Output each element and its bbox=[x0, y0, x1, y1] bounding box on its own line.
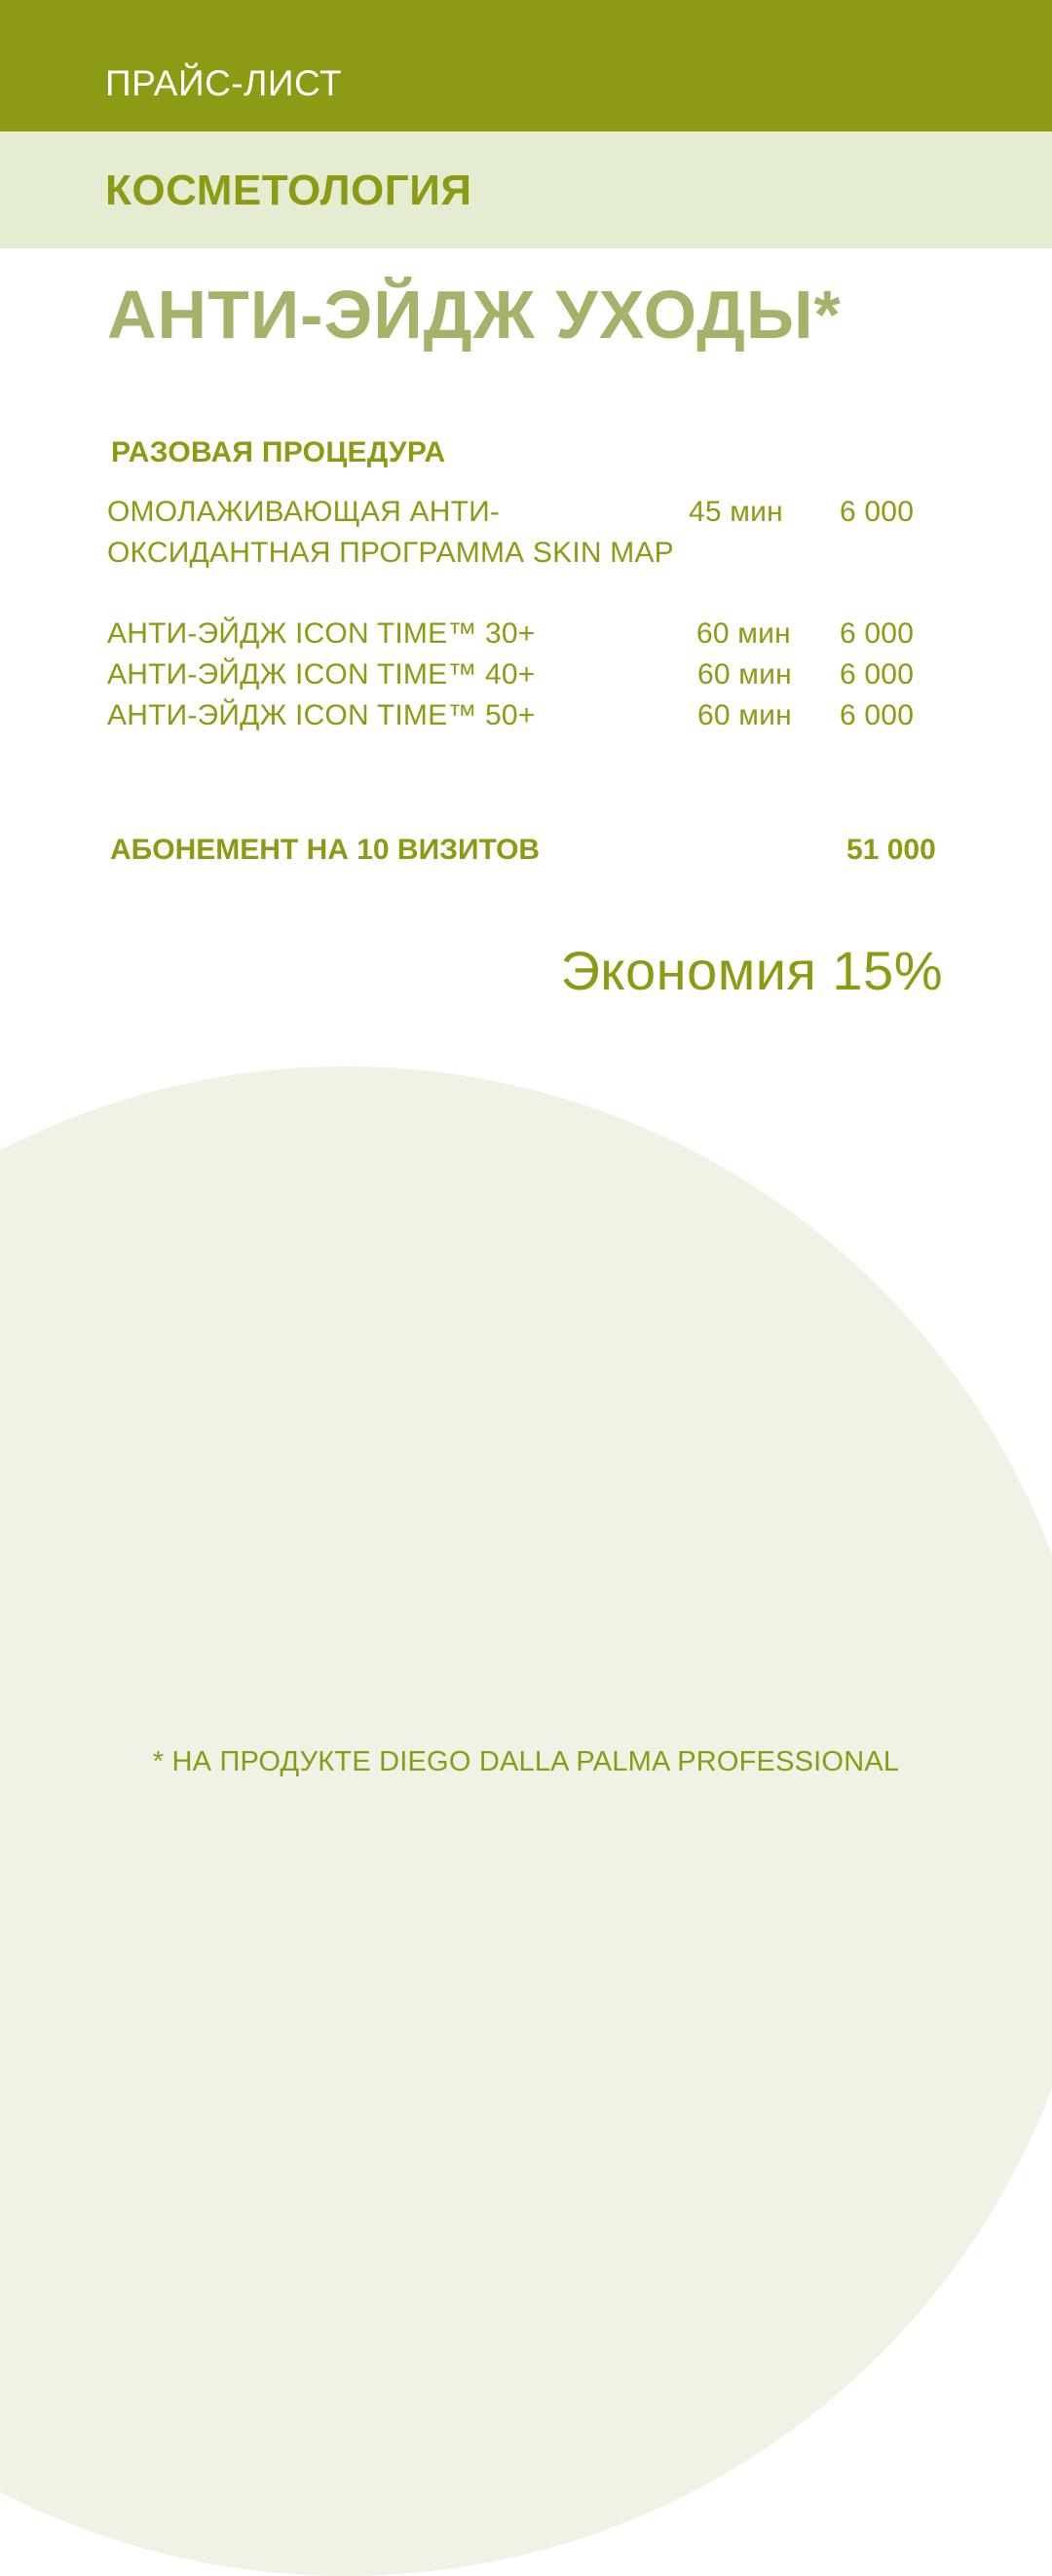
service-name-line-2: ОКСИДАНТНАЯ ПРОГРАММА SKIN MAP bbox=[107, 537, 674, 569]
service-price: 6 000 bbox=[840, 496, 915, 528]
service-name: АНТИ-ЭЙДЖ ICON TIME™ 40+ bbox=[107, 658, 536, 691]
subscription-price: 51 000 bbox=[846, 834, 936, 866]
service-name: АНТИ-ЭЙДЖ ICON TIME™ 50+ bbox=[107, 699, 536, 731]
subscription-label: АБОНЕМЕНТ НА 10 ВИЗИТОВ bbox=[110, 834, 541, 866]
footnote: * НА ПРОДУКТЕ DIEGO DALLA PALMA PROFESSIONAL bbox=[152, 1746, 900, 1777]
service-price: 6 000 bbox=[840, 699, 915, 731]
service-duration: 45 мин bbox=[689, 496, 783, 528]
service-price: 6 000 bbox=[840, 658, 915, 691]
header-title: ПРАЙС-ЛИСТ bbox=[105, 63, 343, 103]
service-name: АНТИ-ЭЙДЖ ICON TIME™ 30+ bbox=[107, 617, 536, 650]
service-duration: 60 мин bbox=[697, 658, 792, 691]
service-name bbox=[107, 492, 692, 574]
service-duration: 60 мин bbox=[696, 617, 791, 650]
category-title: КОСМЕТОЛОГИЯ bbox=[105, 167, 472, 214]
service-price: 6 000 bbox=[840, 617, 915, 650]
savings-note: Экономия 15% bbox=[560, 940, 943, 1001]
single-procedure-heading: РАЗОВАЯ ПРОЦЕДУРА bbox=[111, 436, 446, 468]
service-duration: 60 мин bbox=[697, 699, 792, 731]
service-name-line-1: ОМОЛАЖИВАЮЩАЯ АНТИ- bbox=[107, 496, 501, 528]
subscription-row bbox=[110, 833, 948, 868]
section-title: АНТИ-ЭЙДЖ УХОДЫ* bbox=[107, 277, 842, 353]
